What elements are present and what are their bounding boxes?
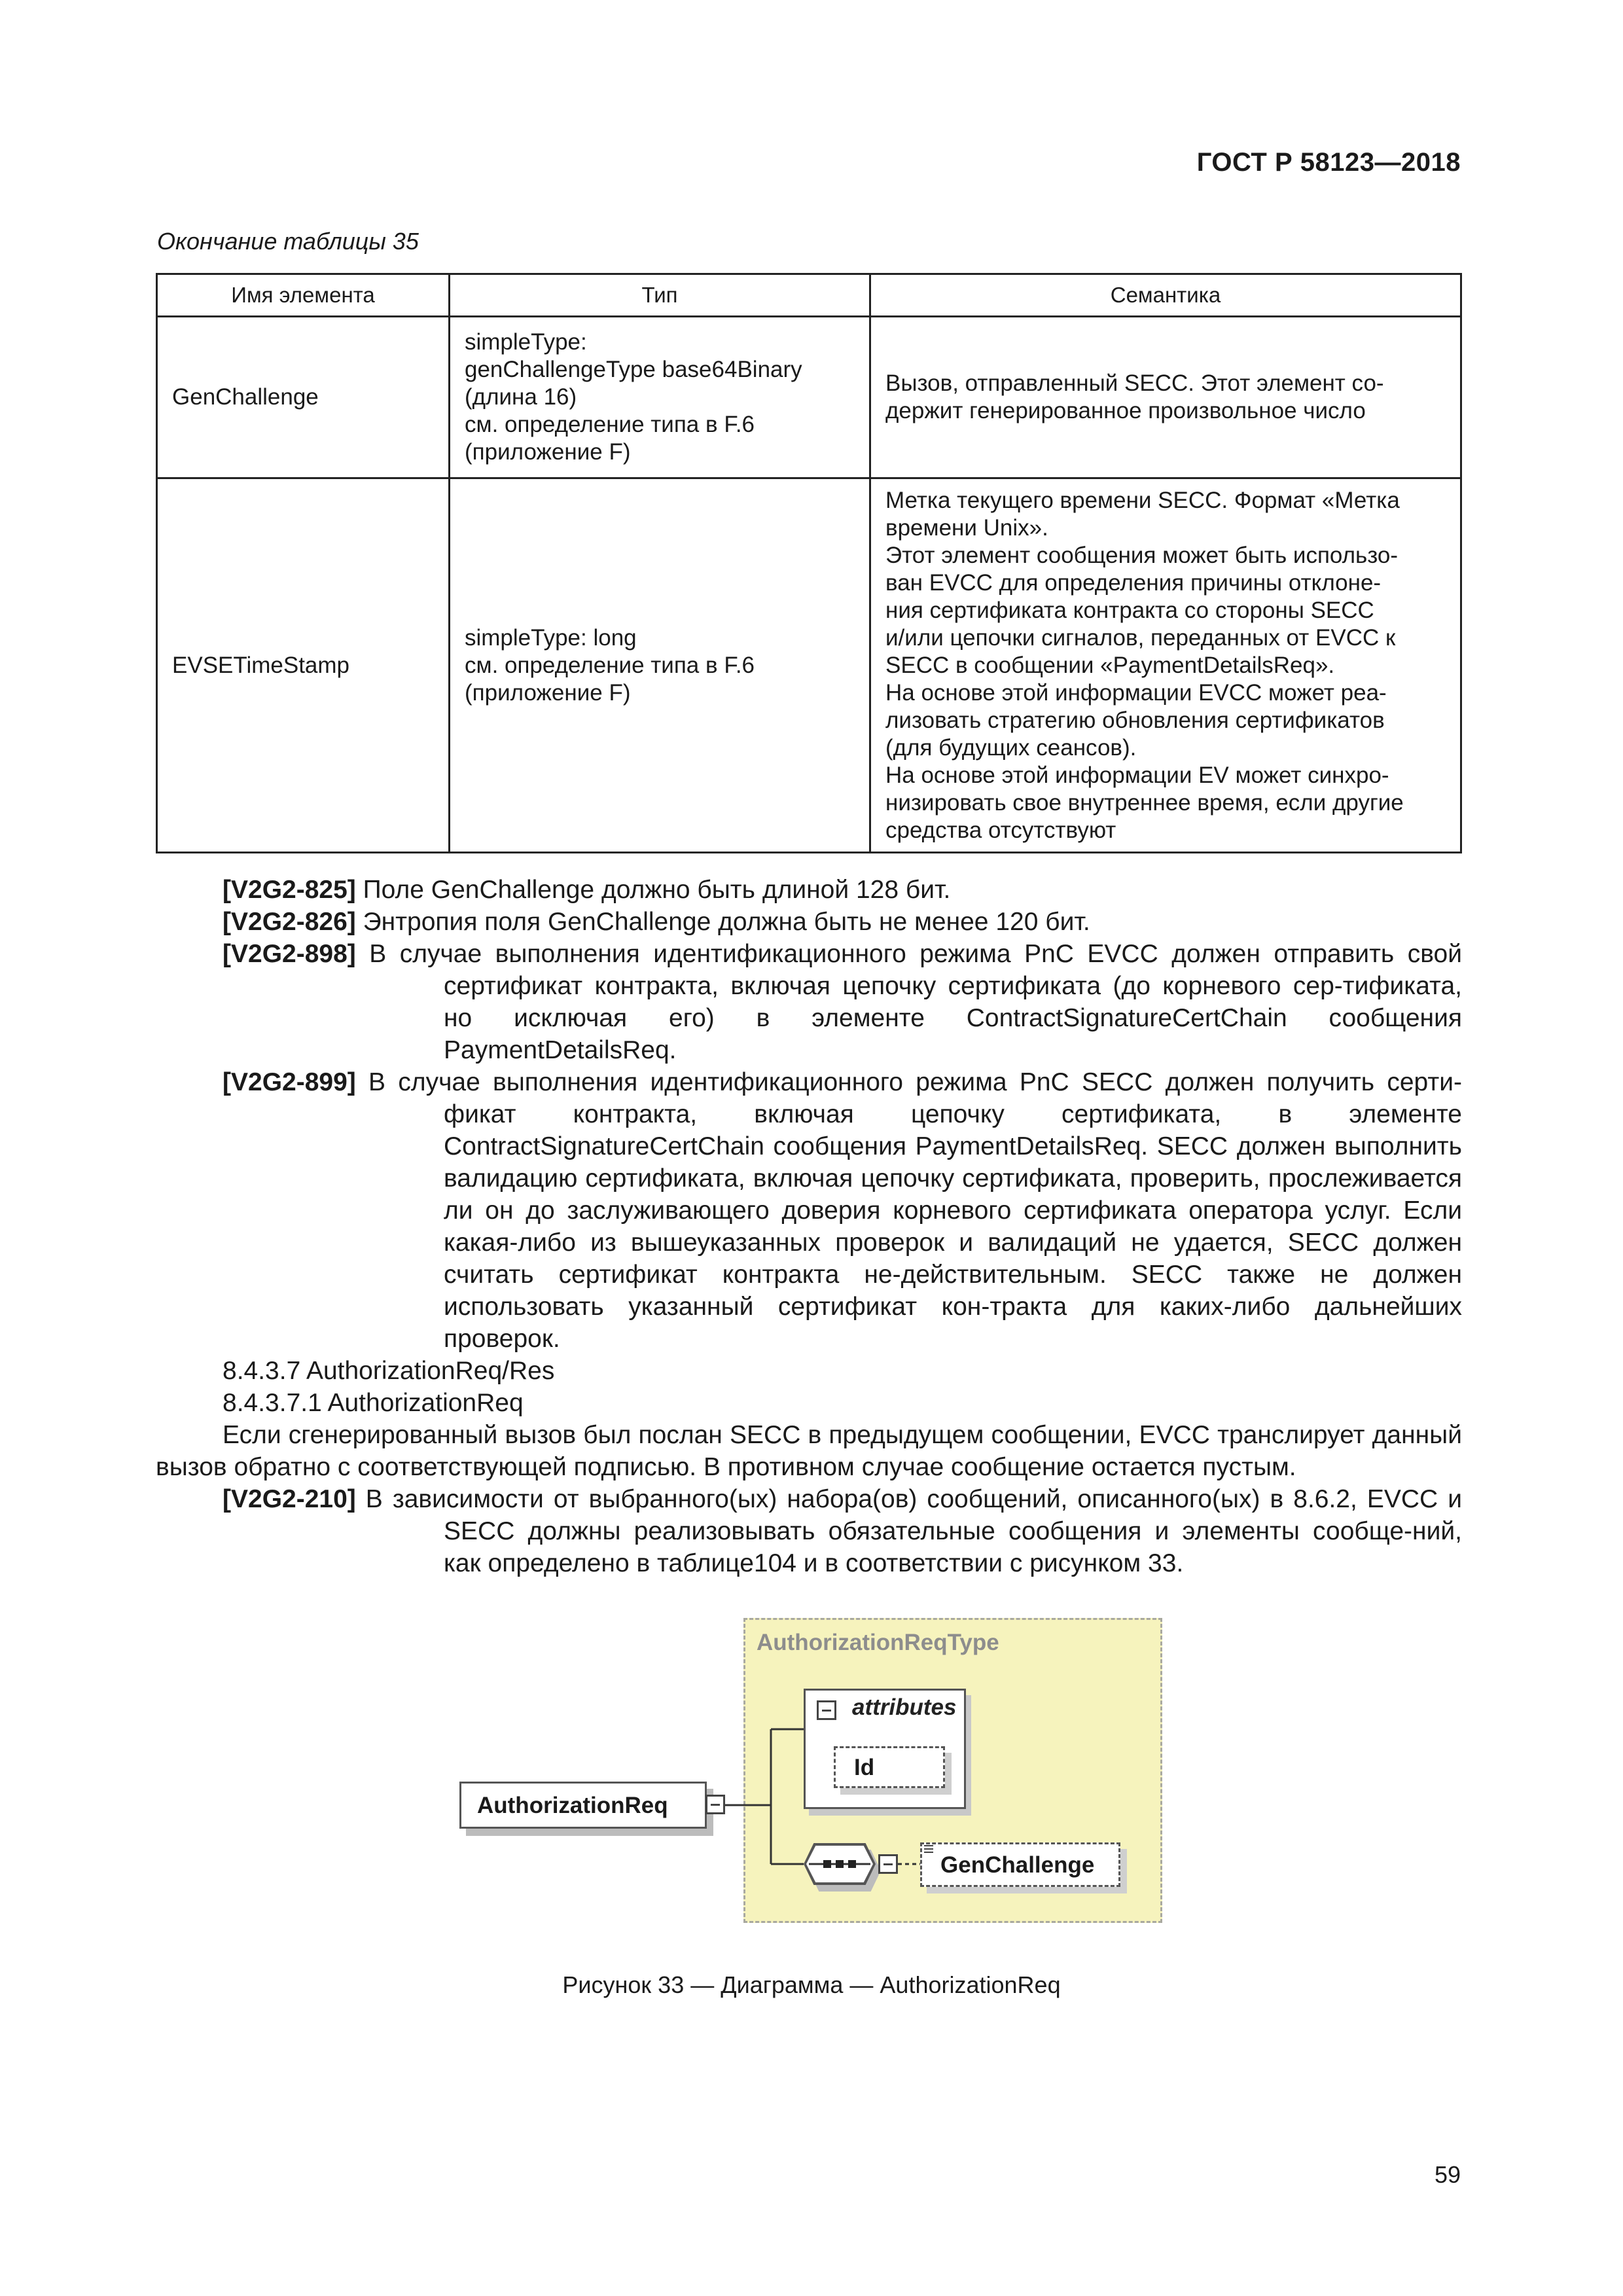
table-caption: Окончание таблицы 35 — [157, 228, 419, 255]
attributes-label: attributes — [852, 1695, 957, 1720]
requirement-id: [V2G2-210] — [223, 1485, 356, 1513]
section-heading: 8.4.3.7.1 AuthorizationReq — [223, 1389, 524, 1417]
column-header-name: Имя элемента — [157, 274, 450, 317]
requirement-text: В случае выполнения идентификационного режима PnC EVCC должен отправить свой сертификат контракта, включая цепочку сертификата (до корневого сер-тификата, но исключая его) в элементе ContractSignatureCertChain сообщения PaymentDetailsReq. — [369, 940, 1462, 1064]
cell-element-type: simpleType: genChallengeType base64Binary (длина 16) см. определение типа в F.6 (приложение F) — [450, 317, 870, 478]
requirement-text: Поле GenChallenge должно быть длиной 128 бит. — [363, 876, 951, 904]
section-heading: 8.4.3.7 AuthorizationReq/Res — [223, 1357, 555, 1385]
attribute-id-box: Id — [834, 1746, 945, 1788]
root-element-box: AuthorizationReq — [459, 1782, 707, 1829]
cell-element-name: EVSETimeStamp — [157, 478, 450, 853]
complex-type-title: AuthorizationReqType — [757, 1630, 999, 1655]
standard-header: ГОСТ Р 58123—2018 — [1196, 148, 1461, 177]
page-number: 59 — [1434, 2161, 1461, 2188]
requirement-text: В случае выполнения идентификационного режима PnC SECC должен получить серти-фикат контракта, включая цепочку сертификата, в элементе ContractSignatureCertChain сообщения PaymentDetailsReq. SECC должен выполнить валидацию сертификата, включая цепочку сертификата, проверить, прослеживается ли он до заслуживающего доверия корневого сертификата оператора услуг. Если какая-либо из вышеуказанных проверок и валидаций не удается, SECC должен считать сертификат контракта не-действительным. SECC также не должен использовать указанный сертификат кон-тракта для каких-либо дальнейших проверок. — [368, 1068, 1462, 1353]
paragraph: Если сгенерированный вызов был послан SECC в предыдущем сообщении, EVCC транслирует данный вызов обратно с соответствующей подписью. В противном случае сообщение остается пустым. — [156, 1421, 1462, 1481]
requirement-id: [V2G2-899] — [223, 1068, 356, 1096]
requirement-id: [V2G2-826] — [223, 908, 356, 936]
requirement-text: Энтропия поля GenChallenge должна быть не менее 120 бит. — [363, 908, 1090, 936]
requirement-id: [V2G2-898] — [223, 940, 356, 968]
requirement-text: В зависимости от выбранного(ых) набора(ов) сообщений, описанного(ых) в 8.6.2, EVCC и SECC должны реализовывать обязательные сообщения и элементы сообще-ний, как определено в таблице104 и в соответствии с рисунком 33. — [365, 1485, 1463, 1577]
cell-element-name: GenChallenge — [157, 317, 450, 478]
column-header-type: Тип — [450, 274, 870, 317]
cell-element-semantics: Метка текущего времени SECC. Формат «Метка времени Unix». Этот элемент сообщения может быть использо- ван EVCC для определения причины отклоне- ния сертификата контракта со стороны SECC и/или цепочки сигналов, переданных от EVCC к SECC в сообщении «PaymentDetailsReq». На основе этой информации EVCC может реа- лизовать стратегию обновления сертификатов (для будущих сеансов). На основе этой информации EV может синхро- низировать свое внутреннее время, если другие средства отсутствуют — [870, 478, 1461, 853]
cell-element-semantics: Вызов, отправленный SECC. Этот элемент со- держит генерированное произвольное число — [870, 317, 1461, 478]
child-element-box: GenChallenge — [920, 1842, 1120, 1887]
requirement-id: [V2G2-825] — [223, 876, 356, 904]
figure-caption: Рисунок 33 — Диаграмма — AuthorizationReq — [562, 1971, 1061, 1998]
cell-element-type: simpleType: long см. определение типа в F.6 (приложение F) — [450, 478, 870, 853]
column-header-semantics: Семантика — [870, 274, 1461, 317]
